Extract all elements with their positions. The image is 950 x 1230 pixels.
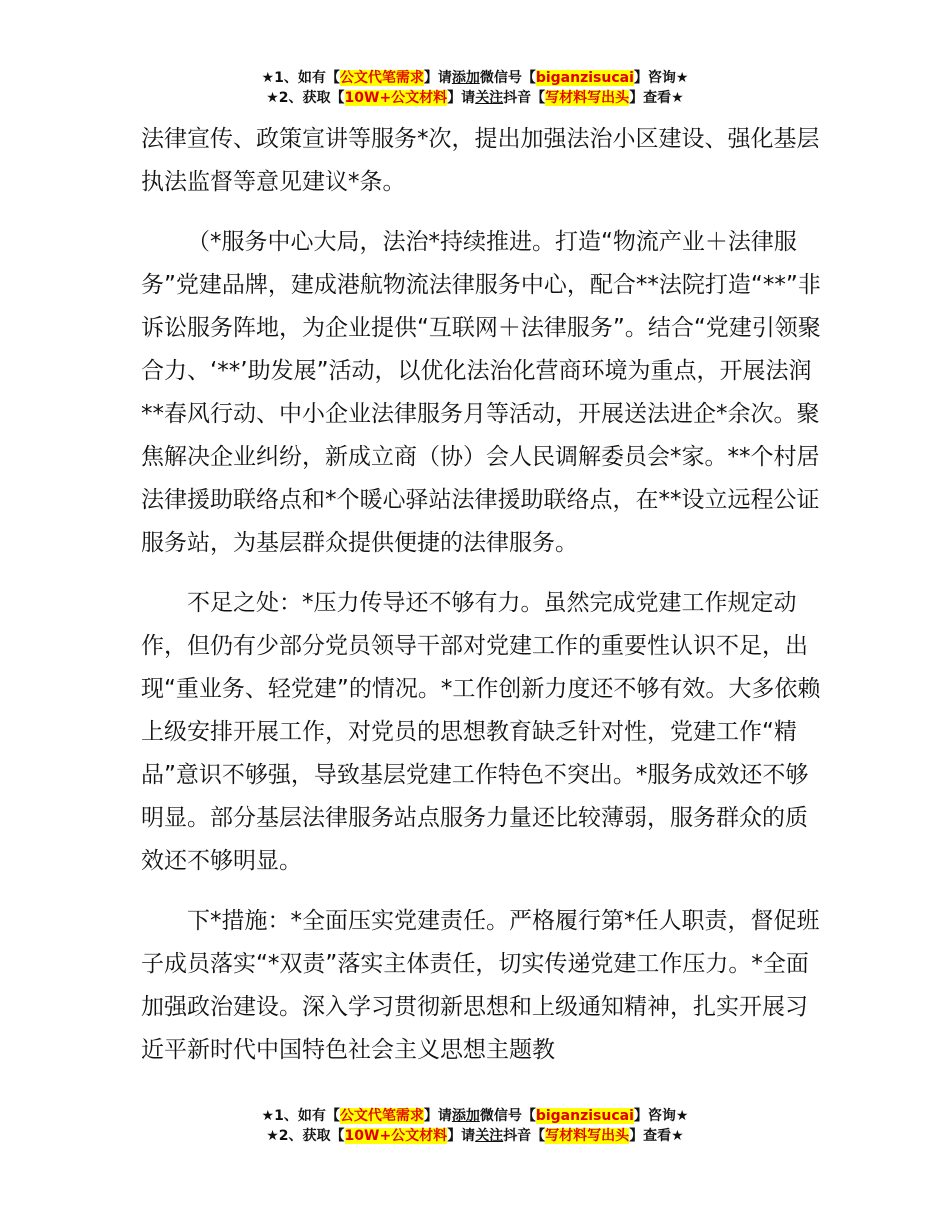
paragraph: 法律宣传、政策宣讲等服务*次，提出加强法治小区建设、强化基层执法监督等意见建议*条。 <box>141 126 820 195</box>
footer-banner <box>0 1106 950 1146</box>
paragraph: 不足之处：*压力传导还不够有力。虽然完成党建工作规定动作，但仍有少部分党员领导干部对党建工作的重要性认识不足，出现“重业务、轻党建”的情况。*工作创新力度还不够有效。大多依赖上级安排开展工作，对党员的思想教育缺乏针对性，党建工作“精品”意识不够强，导致基层党建工作特色不突出。*服务成效还不够明显。部分基层法律服务站点服务力量还比较薄弱，服务群众的质效还不够明显。 <box>141 590 821 874</box>
highlight-service: 公文代笔需求 <box>339 1108 424 1124</box>
banner-text: ★2、获取【 <box>266 1128 345 1144</box>
banner-text: 】请 <box>423 1108 452 1124</box>
banner-text: 微信号【 <box>479 70 536 86</box>
banner-text: 】请 <box>447 1128 476 1144</box>
underlined-text: 关注 <box>475 1128 504 1144</box>
banner-text: ★2、获取【 <box>266 90 345 106</box>
highlight-douyin: 写材料写出头 <box>545 1128 630 1144</box>
paragraph: （*服务中心大局，法治*持续推进。打造“物流产业＋法律服务”党建品牌，建成港航物流法律服务中心，配合**法院打造“**”非诉讼服务阵地，为企业提供“互联网＋法律服务”。结合“党建引领聚合力、‘**’助发展”活动，以优化法治化营商环境为重点，开展法润**春风行动、中小企业法律服务月等活动，开展送法进企*余次。聚焦解决企业纠纷，新成立商（协）会人民调解委员会*家。**个村居法律援助联络点和*个暖心驿站法律援助联络点，在**设立远程公证服务站，为基层群众提供便捷的法律服务。 <box>141 229 821 556</box>
banner-line-1 <box>0 1106 950 1126</box>
banner-text: 】请 <box>423 70 452 86</box>
highlight-douyin: 写材料写出头 <box>545 90 630 106</box>
highlight-materials: 10W+公文材料 <box>344 1128 448 1144</box>
banner-text: ★1、如有【 <box>261 70 340 86</box>
banner-text: 】查看★ <box>629 1128 684 1144</box>
highlight-service: 公文代笔需求 <box>339 70 424 86</box>
underlined-text: 添加 <box>451 70 480 86</box>
banner-text: 】查看★ <box>629 90 684 106</box>
banner-text: 微信号【 <box>479 1108 536 1124</box>
underlined-text: 关注 <box>475 90 504 106</box>
header-banner <box>0 68 950 108</box>
banner-line-2 <box>0 1126 950 1146</box>
banner-text: 抖音【 <box>503 90 546 106</box>
underlined-text: 添加 <box>451 1108 480 1124</box>
banner-text: 】咨询★ <box>633 70 689 86</box>
banner-line-1 <box>0 68 950 88</box>
banner-text: ★1、如有【 <box>261 1108 340 1124</box>
banner-line-2 <box>0 88 950 108</box>
banner-text: 抖音【 <box>503 1128 546 1144</box>
highlight-wechat-id: biganzisucai <box>535 70 634 86</box>
paragraph: 下*措施：*全面压实党建责任。严格履行第*任人职责，督促班子成员落实“*双责”落实主体责任，切实传递党建工作压力。*全面加强政治建设。深入学习贯彻新思想和上级通知精神，扎实开展习近平新时代中国特色社会主义思想主题教 <box>141 908 820 1063</box>
banner-text: 】请 <box>447 90 476 106</box>
document-body <box>141 118 821 1089</box>
banner-text: 】咨询★ <box>633 1108 689 1124</box>
highlight-materials: 10W+公文材料 <box>344 90 448 106</box>
highlight-wechat-id: biganzisucai <box>535 1108 634 1124</box>
